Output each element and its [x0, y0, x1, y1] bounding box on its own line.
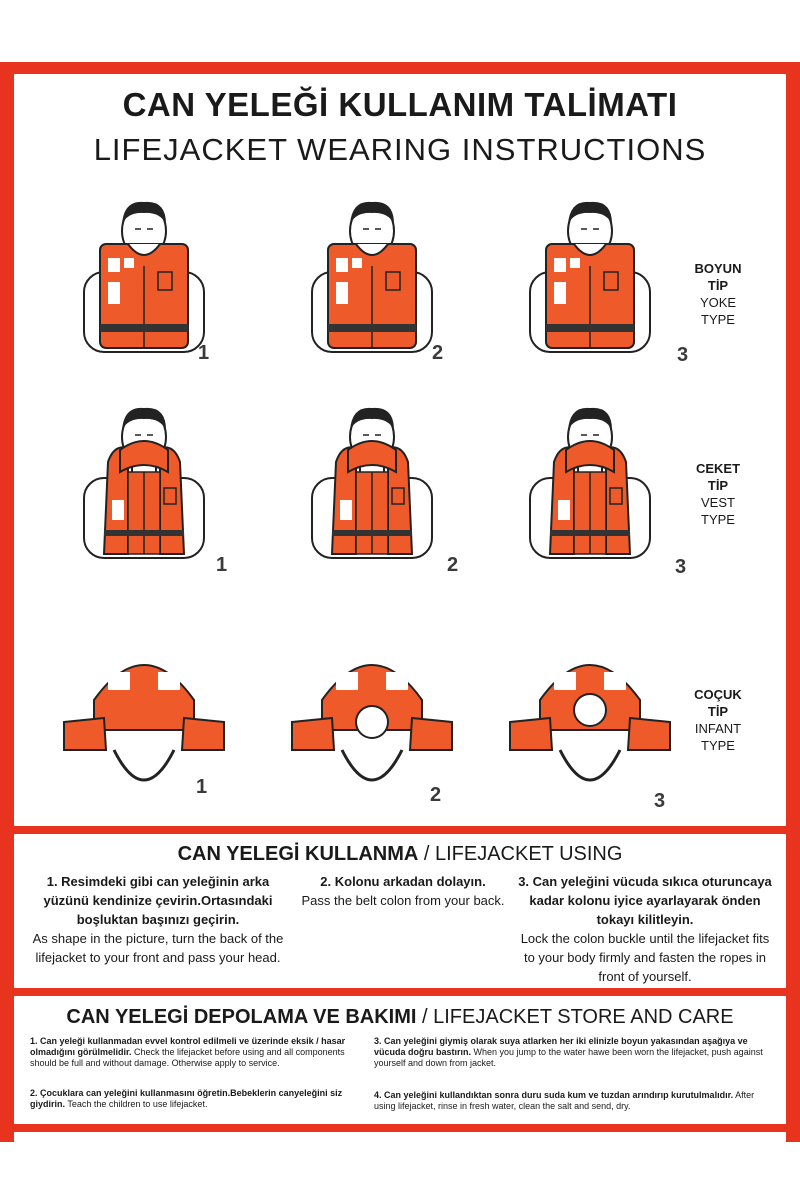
- care-section-title: [14, 1006, 786, 1029]
- using-title-en: LIFEJACKET USING: [434, 843, 623, 865]
- care-item-2-en: Teach the children to use lifejacket.: [67, 1099, 208, 1109]
- care-item-3-en: When you jump to the water hawe been worn the lifejacket, push against yourself and down from jacket.: [374, 1047, 763, 1068]
- type-label-tr: COÇUK: [694, 687, 742, 702]
- type-label-en: INFANT: [694, 721, 742, 736]
- type-label-tr-tip: TİP: [707, 278, 729, 293]
- infant-step-1-illustration: [44, 610, 244, 800]
- using-title-tr: CAN YELEGİ KULLANMA: [177, 843, 419, 865]
- vest-step-1-illustration: [44, 392, 244, 572]
- using-step-2-tr: 2. Kolonu arkadan dolayın.: [320, 874, 486, 889]
- care-item-1-tr: 1. Can yeleği kullanmadan evvel kontrol edilmeli ve üzerinde eksik / hasar olmadığını görülmelidir.: [30, 1036, 346, 1057]
- using-step-3-tr: 3. Can yeleğini vücuda sıkıca oturuncaya kadar kolonu iyice ayarlayarak önden tokayı kilitleyin.: [518, 874, 772, 927]
- page-title-en: LIFEJACKET WEARING INSTRUCTIONS: [93, 132, 707, 167]
- yoke-step-number-1: 1: [198, 342, 210, 364]
- using-step-1-en: As shape in the picture, turn the back of the lifejacket to your front and pass your head.: [32, 931, 284, 965]
- type-label-en-type: TYPE: [701, 738, 735, 753]
- using-section-title: [14, 843, 786, 866]
- page-title-tr: CAN YELEĞİ KULLANIM TALİMATI: [122, 86, 678, 123]
- using-step-3: [516, 872, 774, 986]
- care-item-3: [374, 1036, 770, 1069]
- type-label-en: YOKE: [699, 295, 737, 310]
- type-label-en-type: TYPE: [701, 512, 735, 527]
- care-item-2: [30, 1088, 360, 1110]
- care-title-en: LIFEJACKET STORE AND CARE: [433, 1006, 734, 1028]
- yoke-step-number-2: 2: [432, 342, 444, 364]
- yoke-step-2-illustration: [272, 186, 472, 366]
- care-item-4: [374, 1090, 770, 1112]
- bottom-strip: [14, 1132, 786, 1142]
- care-item-4-tr: 4. Can yeleğini kullandıktan sonra duru suda kum ve tuzdan arındırıp kurutulmalıdır.: [374, 1090, 734, 1100]
- type-label-tr: BOYUN: [694, 261, 742, 276]
- type-label-infant: [672, 686, 764, 754]
- using-step-1: [30, 872, 286, 967]
- vest-step-number-2: 2: [447, 554, 459, 576]
- type-label-tr-tip: TİP: [707, 478, 729, 493]
- infant-step-2-illustration: [272, 610, 472, 800]
- yoke-step-3-illustration: [490, 186, 690, 366]
- care-item-1-en: Check the lifejacket before using and all components should be full and without damage. Otherwise apply to service.: [30, 1047, 345, 1068]
- care-item-2-tr: 2. Çocuklara can yeleğini kullanmasını öğretin.Bebeklerin canyeleğini siz giydirin.: [30, 1088, 343, 1109]
- yoke-step-1-illustration: [44, 186, 244, 366]
- care-title-separator: /: [416, 1006, 434, 1028]
- using-title-separator: /: [418, 843, 435, 865]
- infant-step-number-3: 3: [654, 790, 666, 812]
- care-item-3-tr: 3. Can yeleğini giymiş olarak suya atlarken her iki elinizle boyun yakasından aşağıya ve vücuda doğru bastırın.: [374, 1036, 748, 1057]
- using-step-1-tr: 1. Resimdeki gibi can yeleğinin arka yüzünü kendinize çevirin.Ortasındaki boşluktan başınızı geçirin.: [43, 874, 273, 927]
- using-step-3-en: Lock the colon buckle until the lifejacket fits to your body firmly and fasten the ropes in front of yourself.: [520, 931, 770, 984]
- using-step-2: [300, 872, 506, 910]
- care-title-tr: CAN YELEGİ DEPOLAMA VE BAKIMI: [66, 1006, 417, 1028]
- infant-step-number-1: 1: [196, 776, 208, 798]
- type-label-tr: CEKET: [695, 461, 741, 476]
- type-label-en: VEST: [701, 495, 735, 510]
- type-label-vest: [672, 460, 764, 528]
- vest-step-2-illustration: [272, 392, 472, 572]
- vest-step-3-illustration: [490, 392, 690, 572]
- type-label-tr-tip: TİP: [707, 704, 729, 719]
- type-label-yoke: [672, 260, 764, 328]
- vest-step-number-1: 1: [216, 554, 228, 576]
- infant-step-3-illustration: [490, 610, 690, 800]
- infant-step-number-2: 2: [430, 784, 442, 806]
- type-label-en-type: TYPE: [701, 312, 735, 327]
- using-step-2-en: Pass the belt colon from your back.: [301, 893, 505, 908]
- vest-step-number-3: 3: [675, 556, 687, 578]
- care-item-1: [30, 1036, 360, 1069]
- care-item-4-en: After using lifejacket, rinse in fresh water, clean the salt and send, dry.: [374, 1090, 755, 1111]
- yoke-step-number-3: 3: [677, 344, 689, 366]
